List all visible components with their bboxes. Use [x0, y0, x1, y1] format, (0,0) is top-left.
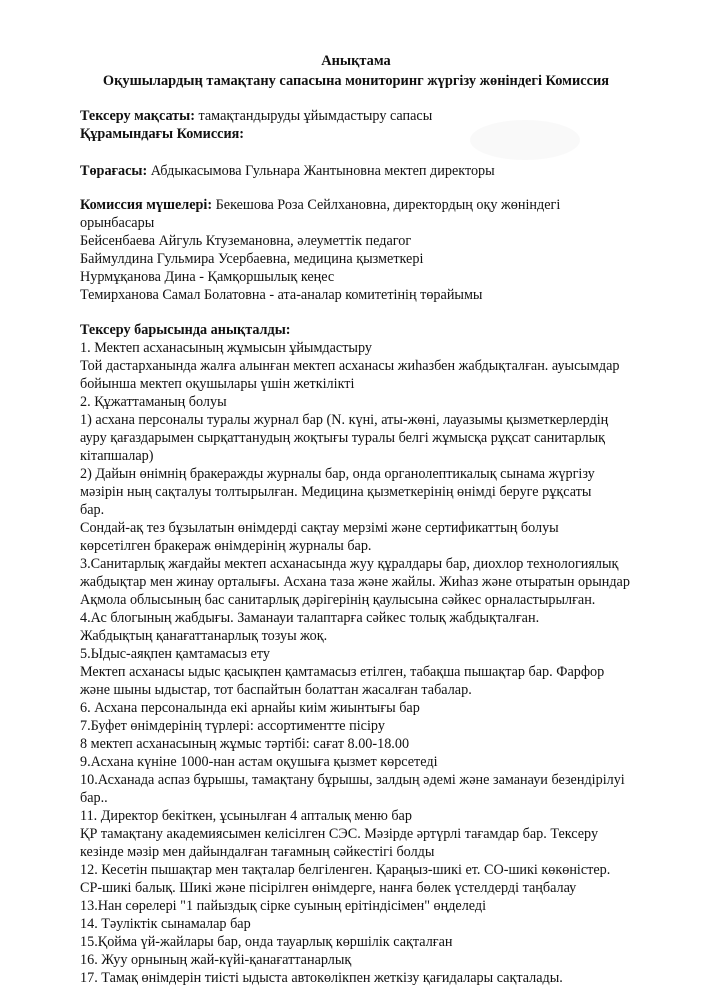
finding-line: мәзірін ның сақталуы толтырылған. Медицина қызметкерінің өнімді беруге рұқсаты [80, 484, 592, 500]
finding-line: 3.Санитарлық жағдайы мектеп асханасында жуу құралдары бар, диохлор технологиялық [80, 556, 619, 572]
finding-line: 1) асхана персоналы туралы журнал бар (N. күні, аты-жөні, лауазымы қызметкерлердің [80, 412, 609, 428]
purpose-value: тамақтандыруды ұйымдастыру сапасы [194, 108, 433, 124]
finding-line: 13.Нан сөрелері "1 пайыздық сірке суының ерітіндісімен" өңделеді [80, 898, 487, 914]
members-line [80, 196, 560, 214]
finding-line: бойынша мектеп оқушылары үшін жеткілікті [80, 376, 355, 392]
finding-line: 9.Асхана күніне 1000-нан астам оқушыға қызмет көрсетеді [80, 754, 438, 770]
member-line: Темирханова Самал Болатовна - ата-аналар комитетінің төрайымы [80, 287, 483, 303]
finding-line: 2) Дайын өнімнің бракеражды журналы бар, онда органолептикалық сынама жүргізу [80, 466, 595, 482]
finding-line: 16. Жуу орнының жай-күйі-қанағаттанарлық [80, 952, 352, 968]
finding-line: 14. Тәуліктік сынамалар бар [80, 916, 251, 932]
purpose-label: Тексеру мақсаты: [80, 108, 195, 124]
commission-label: Құрамындағы Комиссия: [80, 126, 245, 142]
finding-line: 12. Кесетін пышақтар мен тақталар белгіленген. Қараңыз-шикі ет. СО-шикі көкөністер. [80, 862, 611, 878]
finding-line: ҚР тамақтану академиясымен келісілген СЭС. Мәзірде әртүрлі тағамдар бар. Тексеру [80, 826, 599, 842]
scan-smudge [470, 120, 580, 160]
finding-line: кітапшалар) [80, 448, 154, 464]
finding-line: 1. Мектеп асханасының жұмысын ұйымдастыру [80, 340, 372, 356]
finding-line: Мектеп асханасы ыдыс қасықпен қамтамасыз етілген, табақша пышақтар бар. Фарфор [80, 664, 605, 680]
finding-line: 2. Құжаттаманың болуы [80, 394, 227, 410]
members-label: Комиссия мүшелері: [80, 197, 213, 213]
finding-line: 5.Ыдыс-аяқпен қамтамасыз ету [80, 646, 270, 662]
finding-line: жабдықтар мен жинау орталығы. Асхана таза және жайлы. Жиһаз және отыратын орындар [80, 574, 630, 590]
finding-line: Ақмола облысының бас санитарлық дәрігерінің қаулысына сәйкес орналастырылған. [80, 592, 596, 608]
finding-line: ауру қағаздарымен сырқаттанудың жоқтығы туралы белгі жұмысқа рұқсат санитарлық [80, 430, 605, 446]
finding-line: 11. Директор бекіткен, ұсынылған 4 апталық меню бар [80, 808, 412, 824]
members-first: Бекешова Роза Сейлхановна, директордың оқу жөніндегі [212, 197, 561, 213]
chair-value: Абдыкасымова Гульнара Жантыновна мектеп директоры [147, 163, 495, 179]
member-line: Нурмұқанова Дина - Қамқоршылық кеңес [80, 269, 335, 285]
chair-label: Төрағасы: [80, 163, 148, 179]
finding-line: СР-шикі балық. Шикі және пісірілген өнімдерге, нанға бөлек үстелдерді таңбалау [80, 880, 577, 896]
findings-label: Тексеру барысында анықталды: [80, 322, 291, 338]
finding-line: 8 мектеп асханасының жұмыс тәртібі: сағат 8.00-18.00 [80, 736, 410, 752]
finding-line: 10.Асханада аспаз бұрышы, тамақтану бұрышы, залдың әдемі және заманауи безендірілуі [80, 772, 625, 788]
chair-line [80, 162, 495, 180]
finding-line: бар. [80, 502, 105, 518]
finding-line: көрсетілген бракераж өнімдерінің журналы бар. [80, 538, 372, 554]
document-title: Анықтама [321, 53, 391, 69]
finding-line: 17. Тамақ өнімдерін тиісті ыдыста автокөлікпен жеткізу қағидалары сақталады. [80, 970, 563, 986]
finding-line: Сондай-ақ тез бұзылатын өнімдерді сақтау мерзімі және сертификаттың болуы [80, 520, 559, 536]
finding-line: 15.Қойма үй-жайлары бар, онда тауарлық көршілік сақталған [80, 934, 453, 950]
finding-line: бар.. [80, 790, 108, 806]
finding-line: 6. Асхана персоналында екі арнайы киім жиынтығы бар [80, 700, 420, 716]
finding-line: Жабдықтың қанағаттанарлық тозуы жоқ. [80, 628, 328, 644]
purpose-line [80, 107, 432, 125]
finding-line: 7.Буфет өнімдерінің түрлері: ассортиментте пісіру [80, 718, 385, 734]
finding-line: кезінде мәзір мен дайындалған тағамның сәйкестігі болды [80, 844, 435, 860]
member-line: Баймулдина Гульмира Усербаевна, медицина қызметкері [80, 251, 424, 267]
document-subtitle: Оқушылардың тамақтану сапасына мониторинг жүргізу жөніндегі Комиссия [102, 73, 610, 89]
finding-line: Той дастарханында жалға алынған мектеп асханасы жиһазбен жабдықталған. ауысымдар [80, 358, 620, 374]
finding-line: және шыны ыдыстар, тот баспайтын болаттан жасалған табалар. [80, 682, 472, 698]
member-line: Бейсенбаева Айгуль Ктуземановна, әлеуметтік педагог [80, 233, 412, 249]
member-line: орынбасары [80, 215, 155, 231]
finding-line: 4.Ас блогының жабдығы. Заманауи талаптарға сәйкес толық жабдықталған. [80, 610, 540, 626]
